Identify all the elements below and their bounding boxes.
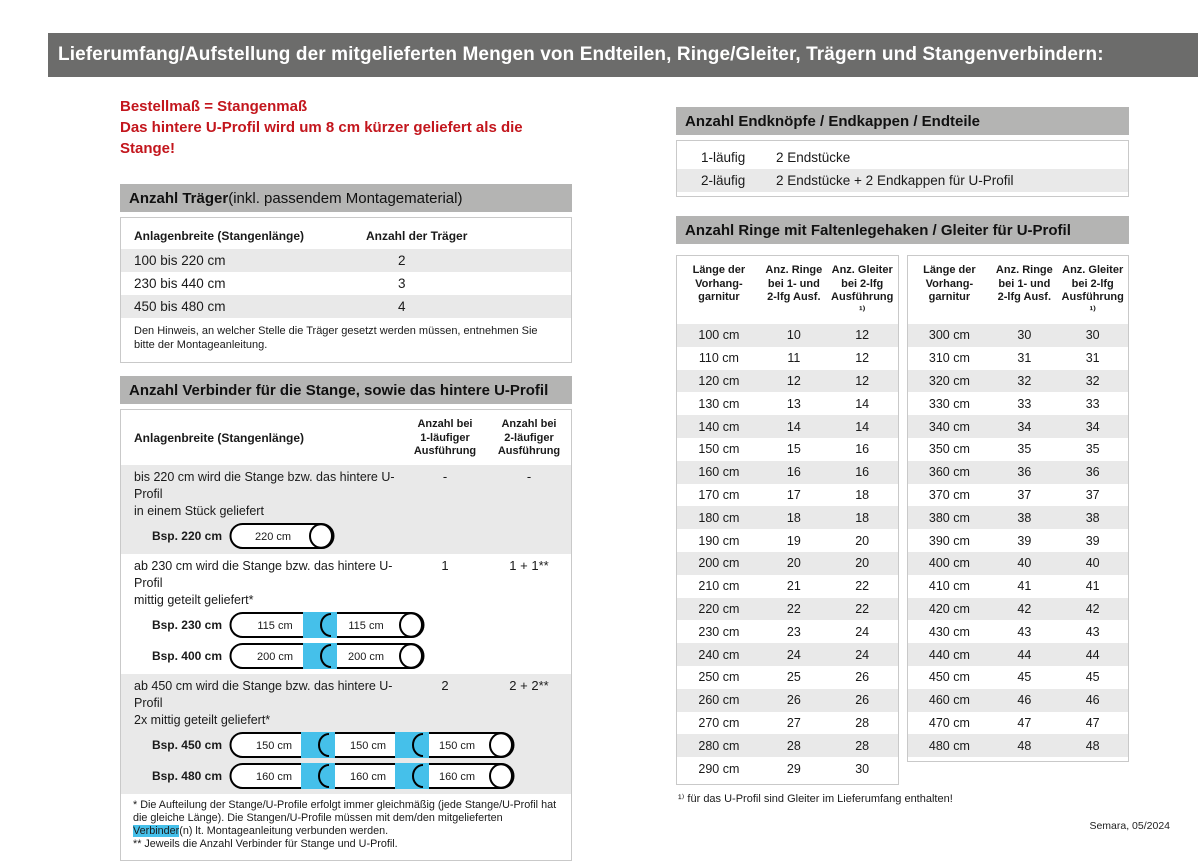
ringe-count-cell: 48 xyxy=(1017,738,1032,753)
traeger-count-cell: 4 xyxy=(398,299,406,314)
table-row xyxy=(677,415,898,438)
column-header-line: bei 2-lfg xyxy=(1071,277,1114,290)
footnote-star-pre: * Die Aufteilung der Stange/U-Profile erfolgt immer gleichmäßig (jede Stange/U-Profil hat die gleiche Länge). Die Stangen/U-Profile müssen mit dem/den mitgelieferten xyxy=(133,798,557,824)
page-header-bar xyxy=(48,33,1198,77)
ringe-box-left xyxy=(676,255,899,785)
section-title-traeger xyxy=(120,184,572,212)
length-cell: 300 cm xyxy=(928,328,970,343)
length-cell: 450 cm xyxy=(928,670,970,685)
segment-length-label: 150 cm xyxy=(438,739,476,752)
right-column xyxy=(676,107,1129,805)
column-header-line: bei 1- und xyxy=(998,277,1051,290)
rod-example xyxy=(121,730,571,760)
length-cell: 280 cm xyxy=(698,738,740,753)
table-row xyxy=(677,461,898,484)
endteile-cell: 2 Endstücke + 2 Endkappen für U-Profil xyxy=(776,173,1014,188)
gleiter-count-cell: 38 xyxy=(1085,510,1100,525)
ringe-count-cell: 44 xyxy=(1017,647,1032,662)
gleiter-count-cell: 14 xyxy=(855,419,870,434)
gleiter-count-cell: 18 xyxy=(855,487,870,502)
rod-diagram xyxy=(229,641,425,671)
section-title-traeger-rest: (inkl. passendem Montagematerial) xyxy=(228,189,463,207)
traeger-rows xyxy=(121,249,571,318)
column-header xyxy=(677,264,761,318)
column-header-line: Ausführung xyxy=(413,445,477,457)
rod-example-label: Bsp. 450 cm xyxy=(151,737,222,752)
gleiter-count-cell: 42 xyxy=(1085,601,1100,616)
table-row xyxy=(677,370,898,393)
column-header-line: Anz. Gleiter xyxy=(1062,264,1124,276)
ringe-count-cell: 21 xyxy=(786,579,801,594)
column-header-line: Anz. Ringe xyxy=(995,264,1053,276)
rod-end-cap xyxy=(490,733,512,756)
length-cell: 100 cm xyxy=(698,328,740,343)
column-header xyxy=(1057,264,1128,318)
table-row xyxy=(908,506,1129,529)
segment-length-label: 200 cm xyxy=(347,650,385,663)
ringe-count-cell: 23 xyxy=(786,624,801,639)
verbinder-group-row xyxy=(121,469,571,520)
anlagenbreite-cell: 100 bis 220 cm xyxy=(134,253,226,268)
table-row xyxy=(677,484,898,507)
length-cell: 110 cm xyxy=(698,351,739,366)
length-cell: 290 cm xyxy=(698,761,740,776)
document-version: Semara, 05/2024 xyxy=(1089,820,1170,832)
gleiter-count-cell: 28 xyxy=(855,738,870,753)
gleiter-count-cell: 40 xyxy=(1085,556,1100,571)
gleiter-count-cell: 16 xyxy=(855,442,870,457)
ringe-count-cell: 37 xyxy=(1017,487,1032,502)
rod-example-label: Bsp. 400 cm xyxy=(151,648,222,663)
rod-end-cap xyxy=(400,644,422,667)
length-cell: 410 cm xyxy=(928,579,970,594)
ringe-count-cell: 46 xyxy=(1017,693,1032,708)
ringe-count-cell: 32 xyxy=(1017,373,1032,388)
laeufig-cell: 2-läufig xyxy=(701,173,746,188)
table-row xyxy=(908,552,1129,575)
ringe-count-cell: 12 xyxy=(786,373,801,388)
section-title-traeger-bold: Anzahl Träger xyxy=(129,189,229,207)
gleiter-count-cell: 20 xyxy=(855,556,870,571)
gleiter-count-cell: 22 xyxy=(855,601,870,616)
ringe-count-cell: 16 xyxy=(786,465,801,480)
length-cell: 210 cm xyxy=(698,579,740,594)
ringe-count-cell: 27 xyxy=(786,715,801,730)
order-note-line2: Das hintere U-Profil wird um 8 cm kürzer geliefert als die Stange! xyxy=(120,119,523,157)
rod-end-cap xyxy=(400,613,422,636)
traeger-note: Den Hinweis, an welcher Stelle die Träger gesetzt werden müssen, entnehmen Sie bitte der Montageanleitung. xyxy=(134,325,538,351)
ringe-count-cell: 11 xyxy=(787,351,801,366)
column-header-line: 2-lfg Ausf. xyxy=(767,291,821,303)
rod-end-cap xyxy=(490,764,512,787)
gleiter-count-cell: 26 xyxy=(855,670,870,685)
table-row xyxy=(908,529,1129,552)
length-cell: 180 cm xyxy=(698,510,740,525)
group-description-line1: ab 230 cm wird die Stange bzw. das hintere U-Profil xyxy=(134,558,393,590)
column-header-line: Ausführung xyxy=(497,445,561,457)
ringe-count-cell: 43 xyxy=(1017,624,1032,639)
ringe-count-cell: 17 xyxy=(786,487,801,502)
rod-diagram xyxy=(229,761,515,791)
count-1-laeufig: 1 xyxy=(441,557,449,573)
column-header-line: Ausführung ¹⁾ xyxy=(831,291,894,317)
section-title-verbinder xyxy=(120,376,572,404)
length-cell: 270 cm xyxy=(698,715,740,730)
table-row xyxy=(908,347,1129,370)
table-row xyxy=(908,575,1129,598)
gleiter-count-cell: 46 xyxy=(1085,693,1100,708)
ringe-count-cell: 10 xyxy=(786,328,801,343)
table-row xyxy=(677,575,898,598)
gleiter-count-cell: 22 xyxy=(855,579,870,594)
gleiter-count-cell: 34 xyxy=(1085,419,1100,434)
rod-example xyxy=(121,761,571,791)
length-cell: 370 cm xyxy=(928,487,970,502)
verbinder-header xyxy=(121,410,571,465)
ringe-count-cell: 36 xyxy=(1017,465,1032,480)
table-row xyxy=(677,712,898,735)
table-row xyxy=(677,347,898,370)
table-row xyxy=(677,643,898,666)
length-cell: 470 cm xyxy=(928,715,970,730)
endteile-table xyxy=(676,140,1129,197)
column-header-line: Vorhang- xyxy=(925,277,974,290)
column-header-line: Länge der xyxy=(923,264,976,276)
table-row xyxy=(677,438,898,461)
rod-example xyxy=(121,521,571,551)
table-row xyxy=(908,324,1129,347)
gleiter-count-cell: 35 xyxy=(1085,442,1100,457)
traeger-count-cell: 2 xyxy=(398,253,406,268)
table-row xyxy=(908,712,1129,735)
column-header xyxy=(908,264,992,318)
rod-end-cap xyxy=(310,524,332,547)
ringe-left-rows xyxy=(677,324,898,780)
length-cell: 220 cm xyxy=(698,601,740,616)
ringe-count-cell: 14 xyxy=(786,419,801,434)
rod-diagram xyxy=(229,521,335,551)
table-row xyxy=(677,734,898,757)
length-cell: 160 cm xyxy=(698,465,740,480)
traeger-count-cell: 3 xyxy=(398,276,406,291)
column-header-line: garnitur xyxy=(928,291,971,303)
column-header-line: bei 1- und xyxy=(767,277,820,290)
ringe-count-cell: 15 xyxy=(786,442,801,457)
gleiter-count-cell: 37 xyxy=(1085,487,1100,502)
rod-example-label: Bsp. 230 cm xyxy=(151,617,222,632)
ringe-count-cell: 34 xyxy=(1017,419,1032,434)
length-cell: 320 cm xyxy=(928,373,970,388)
gleiter-count-cell: 47 xyxy=(1085,715,1100,730)
column-header-line: 1-läufiger xyxy=(420,431,470,444)
ringe-count-cell: 13 xyxy=(786,396,801,411)
column-header-line: bei 2-lfg xyxy=(841,277,884,290)
column-header-line: garnitur xyxy=(698,291,740,303)
left-column xyxy=(120,96,572,861)
segment-length-label: 150 cm xyxy=(255,739,293,752)
gleiter-count-cell: 36 xyxy=(1085,465,1100,480)
table-row xyxy=(908,620,1129,643)
length-cell: 430 cm xyxy=(928,624,970,639)
ringe-left-header xyxy=(677,256,898,324)
table-row xyxy=(677,146,1128,169)
ringe-count-cell: 31 xyxy=(1017,351,1032,366)
table-row xyxy=(908,438,1129,461)
ringe-count-cell: 40 xyxy=(1017,556,1032,571)
column-header-line: Anz. Gleiter xyxy=(831,264,893,276)
table-row xyxy=(677,506,898,529)
rod-example xyxy=(121,641,571,671)
gleiter-count-cell: 32 xyxy=(1085,373,1100,388)
traeger-col1-header: Anlagenbreite (Stangenlänge) xyxy=(134,229,305,243)
length-cell: 360 cm xyxy=(928,465,970,480)
table-row xyxy=(677,757,898,780)
ringe-count-cell: 33 xyxy=(1017,396,1032,411)
ringe-count-cell: 45 xyxy=(1017,670,1032,685)
length-cell: 380 cm xyxy=(928,510,970,525)
gleiter-count-cell: 44 xyxy=(1085,647,1100,662)
verbinder-table xyxy=(120,409,572,861)
group-description-line2: in einem Stück geliefert xyxy=(134,503,264,518)
table-row xyxy=(677,529,898,552)
length-cell: 190 cm xyxy=(698,533,740,548)
endteile-rows xyxy=(677,146,1128,192)
section-title-ringe xyxy=(676,216,1129,244)
gleiter-count-cell: 14 xyxy=(855,396,870,411)
table-row xyxy=(908,689,1129,712)
table-row xyxy=(677,666,898,689)
gleiter-count-cell: 31 xyxy=(1085,351,1100,366)
verbinder-groups xyxy=(121,465,571,794)
length-cell: 340 cm xyxy=(928,419,970,434)
ringe-count-cell: 38 xyxy=(1017,510,1032,525)
verbinder-group-row xyxy=(121,558,571,609)
rod-diagram xyxy=(229,610,425,640)
segment-length-label: 220 cm xyxy=(254,530,292,543)
section-title-endteile-text: Anzahl Endknöpfe / Endkappen / Endteile xyxy=(685,112,981,130)
column-header-line: Vorhang- xyxy=(695,277,743,290)
rod-example-label: Bsp. 220 cm xyxy=(151,528,222,543)
table-row xyxy=(908,370,1129,393)
column-header xyxy=(403,418,487,459)
verbinder-col1-header: Anlagenbreite (Stangenlänge) xyxy=(134,431,305,446)
column-header xyxy=(761,264,827,318)
page-title: Lieferumfang/Aufstellung der mitgelieferten Mengen von Endteilen, Ringe/Gleiter, Trägern und Stangenverbindern: xyxy=(58,44,1104,65)
ringe-count-cell: 25 xyxy=(786,670,801,685)
laeufig-cell: 1-läufig xyxy=(701,150,746,165)
length-cell: 420 cm xyxy=(928,601,970,616)
count-2-laeufig: - xyxy=(526,468,532,484)
gleiter-count-cell: 43 xyxy=(1085,624,1100,639)
segment-length-label: 200 cm xyxy=(256,650,294,663)
ringe-box-right xyxy=(907,255,1130,762)
group-description-line2: mittig geteilt geliefert* xyxy=(134,592,254,607)
table-row xyxy=(908,643,1129,666)
column-header-line: 2-läufiger xyxy=(504,431,554,444)
ringe-count-cell: 47 xyxy=(1017,715,1032,730)
length-cell: 480 cm xyxy=(928,738,970,753)
length-cell: 150 cm xyxy=(698,442,740,457)
gleiter-count-cell: 12 xyxy=(855,373,870,388)
table-row xyxy=(908,666,1129,689)
table-row xyxy=(908,415,1129,438)
verbinder-group xyxy=(121,465,571,554)
length-cell: 250 cm xyxy=(698,670,740,685)
count-1-laeufig: - xyxy=(442,468,448,484)
segment-length-label: 160 cm xyxy=(255,770,293,783)
column-header-line: Anzahl bei xyxy=(417,418,473,430)
gleiter-count-cell: 48 xyxy=(1085,738,1100,753)
length-cell: 170 cm xyxy=(698,487,740,502)
group-description xyxy=(121,558,403,609)
table-row xyxy=(677,598,898,621)
ringe-count-cell: 26 xyxy=(786,693,801,708)
gleiter-count-cell: 12 xyxy=(855,328,870,343)
count-2-laeufig: 1 + 1** xyxy=(509,557,549,573)
table-row xyxy=(121,272,571,295)
gleiter-count-cell: 12 xyxy=(855,351,870,366)
column-header-line: Anz. Ringe xyxy=(765,264,823,276)
group-description-line1: ab 450 cm wird die Stange bzw. das hintere U-Profil xyxy=(134,678,393,710)
table-row xyxy=(908,734,1129,757)
section-title-ringe-text: Anzahl Ringe mit Faltenlegehaken / Gleiter für U-Profil xyxy=(685,221,1071,239)
ringe-count-cell: 18 xyxy=(786,510,801,525)
table-row xyxy=(677,169,1128,192)
gleiter-count-cell: 39 xyxy=(1085,533,1100,548)
footnote-star-highlight: Verbinder xyxy=(133,824,180,837)
table-row xyxy=(121,295,571,318)
group-description-line2: 2x mittig geteilt geliefert* xyxy=(134,712,271,727)
count-2-laeufig: 2 + 2** xyxy=(509,677,549,693)
table-row xyxy=(677,620,898,643)
length-cell: 350 cm xyxy=(928,442,970,457)
count-1-laeufig: 2 xyxy=(441,677,449,693)
gleiter-count-cell: 16 xyxy=(855,465,870,480)
ringe-count-cell: 20 xyxy=(786,556,801,571)
table-row xyxy=(908,461,1129,484)
ringe-count-cell: 30 xyxy=(1017,328,1032,343)
gleiter-count-cell: 20 xyxy=(855,533,870,548)
anlagenbreite-cell: 450 bis 480 cm xyxy=(134,299,226,314)
segment-length-label: 115 cm xyxy=(348,619,384,632)
length-cell: 120 cm xyxy=(698,373,740,388)
ringe-footnote: ¹⁾ für das U-Profil sind Gleiter im Lieferumfang enthalten! xyxy=(678,792,953,805)
column-header-line: 2-lfg Ausf. xyxy=(997,291,1052,303)
table-row xyxy=(908,484,1129,507)
gleiter-count-cell: 33 xyxy=(1085,396,1100,411)
length-cell: 140 cm xyxy=(698,419,740,434)
traeger-table-header xyxy=(121,218,571,249)
ringe-count-cell: 35 xyxy=(1017,442,1032,457)
ringe-tables xyxy=(676,255,1129,785)
length-cell: 260 cm xyxy=(698,693,740,708)
gleiter-count-cell: 26 xyxy=(855,693,870,708)
gleiter-count-cell: 41 xyxy=(1085,579,1100,594)
traeger-col2-header: Anzahl der Träger xyxy=(366,229,468,243)
table-row xyxy=(677,392,898,415)
segment-length-label: 160 cm xyxy=(438,770,476,783)
gleiter-count-cell: 24 xyxy=(855,624,870,639)
anlagenbreite-cell: 230 bis 440 cm xyxy=(134,276,226,291)
verbinder-group xyxy=(121,554,571,674)
rod-example xyxy=(121,610,571,640)
section-title-verbinder-text: Anzahl Verbinder für die Stange, sowie das hintere U-Profil xyxy=(129,381,549,399)
column-header-line: Länge der xyxy=(692,264,746,276)
table-row xyxy=(908,392,1129,415)
table-row xyxy=(677,324,898,347)
length-cell: 200 cm xyxy=(698,556,740,571)
length-cell: 400 cm xyxy=(928,556,970,571)
length-cell: 310 cm xyxy=(928,351,970,366)
length-cell: 390 cm xyxy=(928,533,970,548)
group-description-line1: bis 220 cm wird die Stange bzw. das hintere U-Profil xyxy=(134,469,395,501)
ringe-count-cell: 39 xyxy=(1017,533,1032,548)
length-cell: 230 cm xyxy=(698,624,740,639)
length-cell: 240 cm xyxy=(698,647,740,662)
column-header-line: Ausführung ¹⁾ xyxy=(1061,291,1124,317)
column-header-line: Anzahl bei xyxy=(501,418,557,430)
ringe-count-cell: 42 xyxy=(1017,601,1032,616)
table-row xyxy=(677,689,898,712)
table-row xyxy=(121,249,571,272)
segment-length-label: 160 cm xyxy=(349,770,387,783)
ringe-count-cell: 22 xyxy=(786,601,801,616)
column-header xyxy=(487,418,571,459)
order-note-line1: Bestellmaß = Stangenmaß xyxy=(120,98,308,115)
column-header xyxy=(991,264,1057,318)
group-description xyxy=(121,469,403,520)
traeger-table xyxy=(120,217,572,363)
gleiter-count-cell: 28 xyxy=(855,715,870,730)
ringe-count-cell: 29 xyxy=(786,761,801,776)
gleiter-count-cell: 45 xyxy=(1085,670,1100,685)
length-cell: 460 cm xyxy=(928,693,970,708)
ringe-right-header xyxy=(908,256,1129,324)
table-row xyxy=(908,598,1129,621)
footnote-star-post: (n) lt. Montageanleitung verbunden werden. xyxy=(179,824,389,837)
length-cell: 440 cm xyxy=(928,647,970,662)
rod-diagram xyxy=(229,730,515,760)
ringe-count-cell: 24 xyxy=(786,647,801,662)
ringe-count-cell: 41 xyxy=(1017,579,1032,594)
length-cell: 130 cm xyxy=(698,396,740,411)
footnote-doublestar: ** Jeweils die Anzahl Verbinder für Stange und U-Profil. xyxy=(133,838,398,851)
endteile-cell: 2 Endstücke xyxy=(776,150,851,165)
segment-length-label: 115 cm xyxy=(257,619,293,632)
verbinder-group-row xyxy=(121,678,571,729)
ringe-count-cell: 28 xyxy=(786,738,801,753)
ringe-count-cell: 19 xyxy=(786,533,801,548)
segment-length-label: 150 cm xyxy=(349,739,387,752)
verbinder-group xyxy=(121,674,571,794)
gleiter-count-cell: 18 xyxy=(855,510,870,525)
column-header xyxy=(827,264,898,318)
section-title-endteile xyxy=(676,107,1129,135)
length-cell: 330 cm xyxy=(928,396,970,411)
group-description xyxy=(121,678,403,729)
gleiter-count-cell: 30 xyxy=(1085,328,1100,343)
table-row xyxy=(677,552,898,575)
ringe-right-rows xyxy=(908,324,1129,757)
rod-example-label: Bsp. 480 cm xyxy=(151,768,222,783)
gleiter-count-cell: 30 xyxy=(855,761,870,776)
gleiter-count-cell: 24 xyxy=(855,647,870,662)
